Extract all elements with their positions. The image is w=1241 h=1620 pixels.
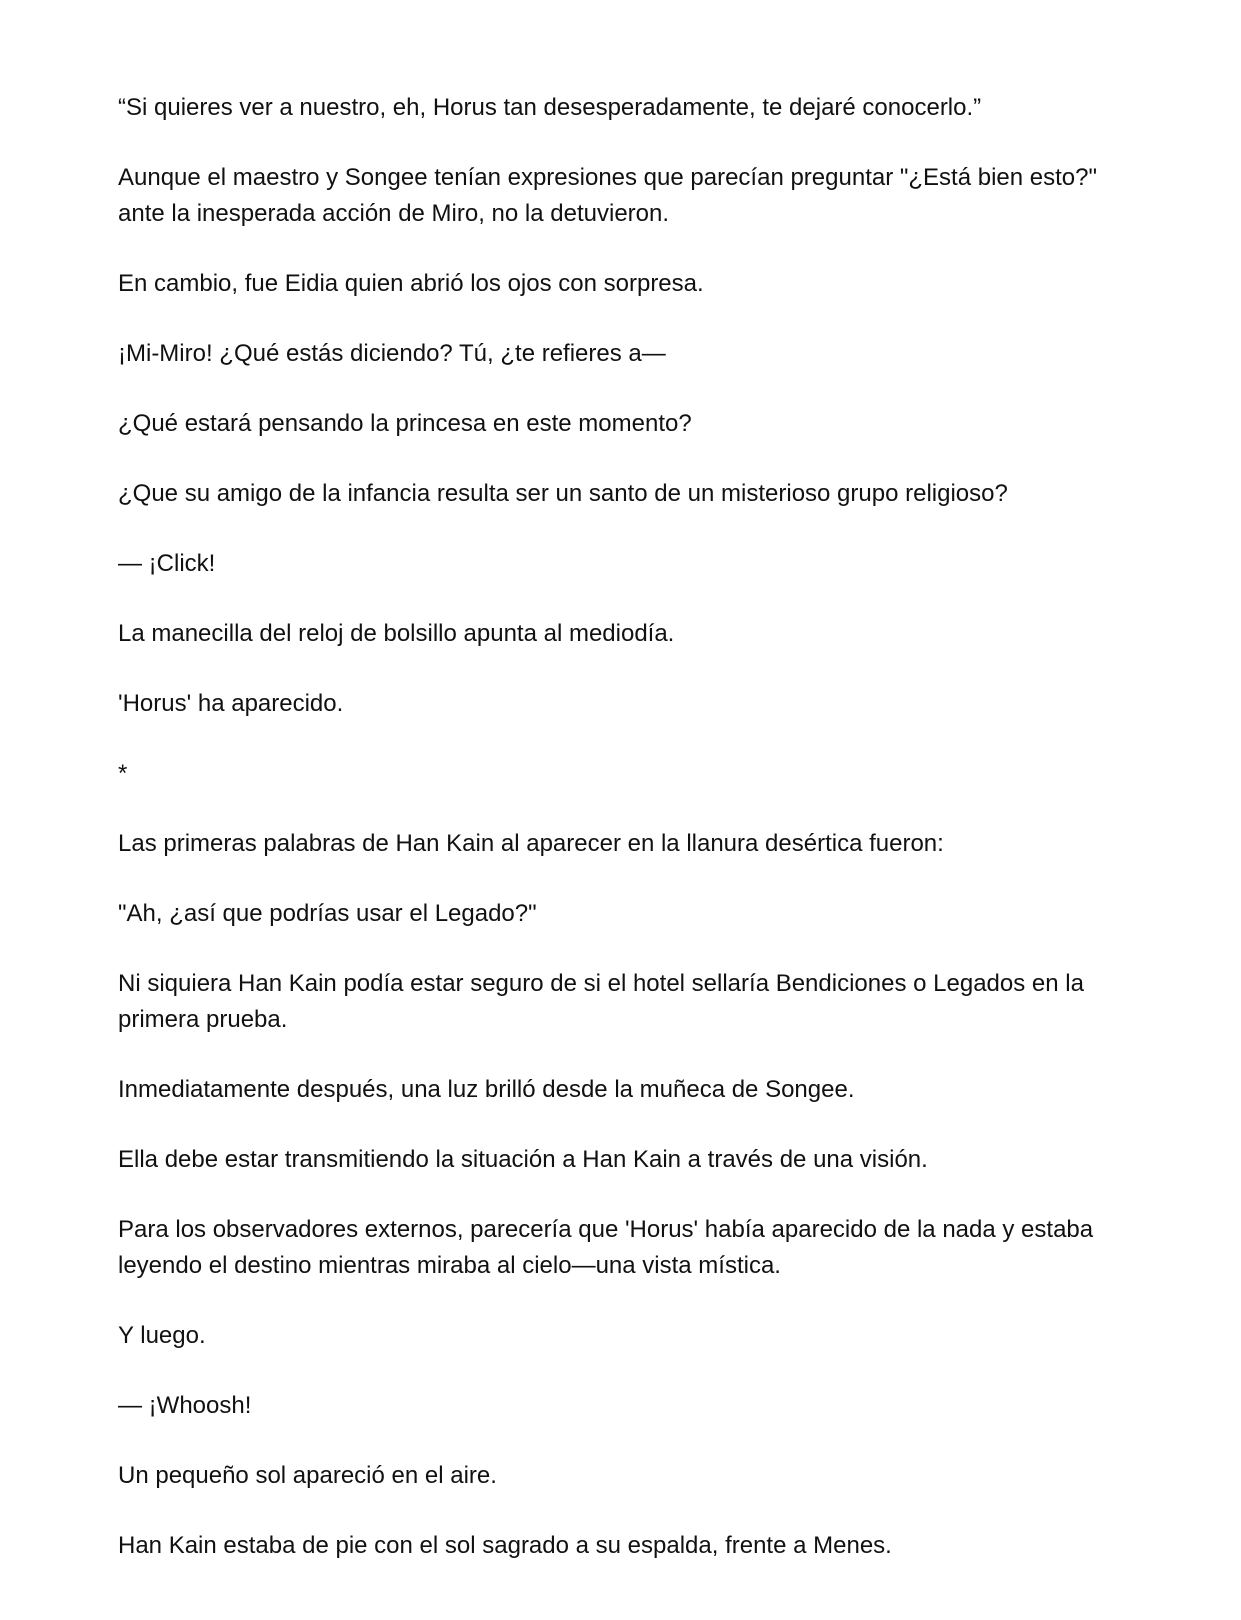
paragraph: Las primeras palabras de Han Kain al aparecer en la llanura desértica fueron:: [118, 830, 944, 857]
paragraph: — ¡Click!: [118, 550, 216, 577]
document-body: [118, 90, 1128, 1564]
paragraph: Han Kain estaba de pie con el sol sagrado a su espalda, frente a Menes.: [118, 1532, 892, 1559]
paragraph: ¿Que su amigo de la infancia resulta ser un santo de un misterioso grupo religioso?: [118, 480, 1008, 507]
scene-break: *: [118, 760, 128, 787]
paragraph: ¿Qué estará pensando la princesa en este momento?: [118, 410, 692, 437]
paragraph: Y luego.: [118, 1322, 206, 1349]
paragraph: Ella debe estar transmitiendo la situación a Han Kain a través de una visión.: [118, 1146, 928, 1173]
paragraph: Aunque el maestro y Songee tenían expresiones que parecían preguntar "¿Está bien esto?" ante la inesperada acción de Miro, no la detuvieron.: [118, 164, 1098, 227]
paragraph: “Si quieres ver a nuestro, eh, Horus tan desesperadamente, te dejaré conocerlo.”: [118, 94, 982, 121]
paragraph: Un pequeño sol apareció en el aire.: [118, 1462, 497, 1489]
paragraph: 'Horus' ha aparecido.: [118, 690, 344, 717]
paragraph: ¡Mi-Miro! ¿Qué estás diciendo? Tú, ¿te refieres a—: [118, 340, 666, 367]
paragraph: La manecilla del reloj de bolsillo apunta al mediodía.: [118, 620, 675, 647]
paragraph: En cambio, fue Eidia quien abrió los ojos con sorpresa.: [118, 270, 704, 297]
paragraph: — ¡Whoosh!: [118, 1392, 252, 1419]
paragraph: Para los observadores externos, parecería que 'Horus' había aparecido de la nada y estaba leyendo el destino mientras miraba al cielo—una vista mística.: [118, 1216, 1094, 1279]
paragraph: Ni siquiera Han Kain podía estar seguro de si el hotel sellaría Bendiciones o Legados en la primera prueba.: [118, 970, 1084, 1033]
paragraph: Inmediatamente después, una luz brilló desde la muñeca de Songee.: [118, 1076, 855, 1103]
paragraph: "Ah, ¿así que podrías usar el Legado?": [118, 900, 537, 927]
